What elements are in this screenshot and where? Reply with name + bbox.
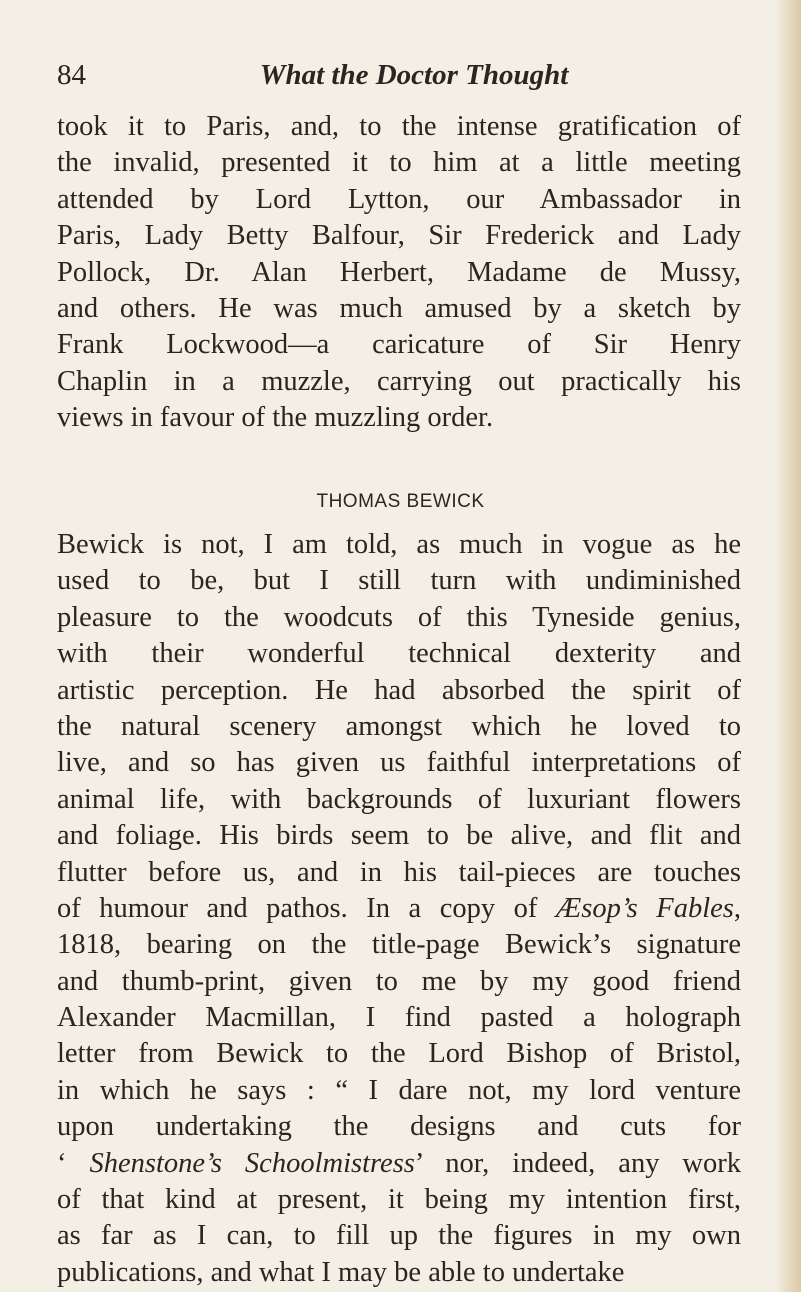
paragraph-paris-meeting	[57, 109, 741, 437]
text-line: pleasure to the woodcuts of this Tyneside genius,	[57, 601, 741, 633]
text-line: with their wonderful technical dexterity and	[57, 638, 741, 670]
text-line: letter from Bewick to the Lord Bishop of Bristol,	[57, 1038, 741, 1070]
text-line: of that kind at present, it being my intention first,	[57, 1184, 741, 1216]
text-line: publications, and what I may be able to undertake	[57, 1256, 625, 1288]
text-line: in which he says : “ I dare not, my lord venture	[57, 1074, 741, 1106]
text-line: animal life, with backgrounds of luxuriant flowers	[57, 783, 741, 815]
text-line: Frank Lockwood—a caricature of Sir Henry	[57, 329, 741, 361]
quote-mark: ’	[414, 1147, 423, 1179]
text-line: as far as I can, to fill up the figures in my own	[57, 1220, 741, 1252]
text-line: and foliage. His birds seem to be alive, and flit and	[57, 820, 741, 852]
text-segment: of humour and pathos. In a copy of	[57, 892, 538, 924]
text-line: and thumb-print, given to me by my good friend	[57, 965, 741, 997]
text-line: the natural scenery amongst which he loved to	[57, 710, 741, 742]
text-line: Bewick is not, I am told, as much in vogue as he	[57, 529, 741, 560]
page-number: 84	[57, 59, 86, 91]
text-line: flutter before us, and in his tail-pieces are touches	[57, 856, 741, 888]
text-line: upon undertaking the designs and cuts for	[57, 1111, 741, 1143]
text-line: attended by Lord Lytton, our Ambassador in	[57, 183, 741, 215]
text-line: views in favour of the muzzling order.	[57, 402, 494, 434]
running-title: What the Doctor Thought	[259, 59, 569, 91]
text-line: Alexander Macmillan, I find pasted a holograph	[57, 1002, 741, 1034]
paragraph-bewick	[57, 527, 741, 1291]
quote-mark: ‘	[57, 1147, 67, 1179]
page-header	[57, 58, 741, 98]
text-line: used to be, but I still turn with undiminished	[57, 565, 741, 597]
book-title-shenstone: Shenstone’s Schoolmistress	[89, 1147, 415, 1179]
text-line-aesop	[57, 891, 741, 927]
page-edge-shadow	[775, 0, 801, 1292]
section-heading: THOMAS BEWICK	[316, 491, 485, 512]
text-line: Paris, Lady Betty Balfour, Sir Frederick and Lady	[57, 220, 741, 252]
punctuation: ,	[733, 892, 741, 924]
book-title-aesop: Æsop’s Fables	[555, 892, 734, 924]
text-segment: nor, indeed, any work	[422, 1147, 741, 1179]
text-line: Chaplin in a muzzle, carrying out practically his	[57, 365, 741, 397]
text-line: 1818, bearing on the title-page Bewick’s signature	[57, 929, 741, 961]
text-line: Pollock, Dr. Alan Herbert, Madame de Mussy,	[57, 256, 741, 288]
text-line: live, and so has given us faithful interpretations of	[57, 747, 741, 779]
text-line: took it to Paris, and, to the intense gratification of	[57, 111, 741, 142]
text-line: the invalid, presented it to him at a little meeting	[57, 147, 741, 179]
text-line: artistic perception. He had absorbed the spirit of	[57, 674, 741, 706]
text-line: and others. He was much amused by a sketch by	[57, 292, 741, 324]
text-line-shenstone	[57, 1146, 741, 1182]
